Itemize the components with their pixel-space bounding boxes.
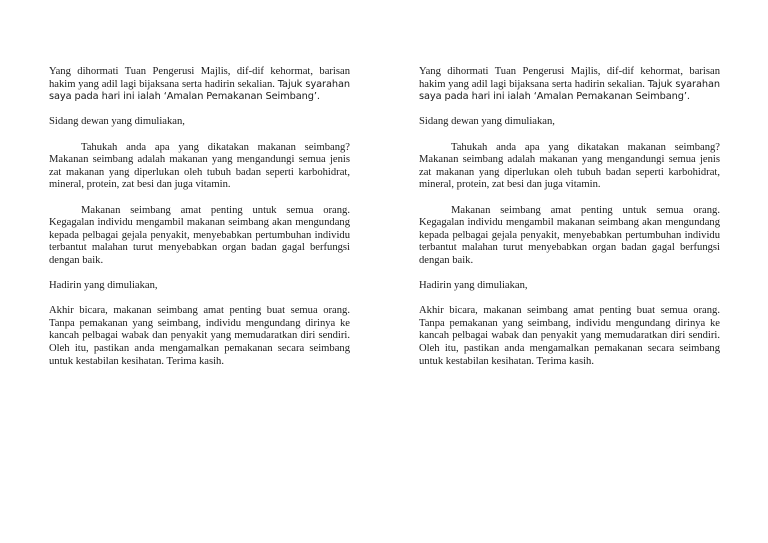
- speech-text: [49, 66, 350, 381]
- opening-salutation: Yang dihormati Tuan Pengerusi Majlis, dif-dif kehormat, barisan hakim yang adil lagi bijaksana serta hadirin sekalian.: [49, 66, 350, 90]
- paragraph-definition: Tahukah anda apa yang dikatakan makanan seimbang? Makanan seimbang adalah makanan yang mengandungi semua jenis zat makanan yang diperlukan oleh tubuh badan seperti karbohidrat, mineral, protein, zat besi dan juga vitamin.: [49, 141, 350, 191]
- speech-title-line: Tajuk syarahan saya pada hari ini ialah ‘Amalan Pemakanan Seimbang’.: [419, 78, 720, 103]
- greeting-sidang: Sidang dewan yang dimuliakan,: [49, 116, 185, 128]
- opening-salutation: Yang dihormati Tuan Pengerusi Majlis, dif-dif kehormat, barisan hakim yang adil lagi bijaksana serta hadirin sekalian.: [419, 66, 720, 90]
- greeting-hadirin: Hadirin yang dimuliakan,: [49, 280, 158, 292]
- greeting-sidang: Sidang dewan yang dimuliakan,: [419, 116, 555, 128]
- speech-text: [419, 66, 720, 381]
- paragraph-closing: Akhir bicara, makanan seimbang amat penting buat semua orang. Tanpa pemakanan yang seimbang, individu mengundang dirinya ke kancah pelbagai wabak dan penyakit yang memudaratkan diri sendiri. Oleh itu, pastikan anda mengamalkan pemakanan secara seimbang untuk kestabilan kesihatan. Terima kasih.: [49, 305, 350, 367]
- opening-paragraph: [419, 66, 720, 104]
- paragraph-closing: Akhir bicara, makanan seimbang amat penting buat semua orang. Tanpa pemakanan yang seimbang, individu mengundang dirinya ke kancah pelbagai wabak dan penyakit yang memudaratkan diri sendiri. Oleh itu, pastikan anda mengamalkan pemakanan secara seimbang untuk kestabilan kesihatan. Terima kasih.: [419, 305, 720, 367]
- greeting-hadirin: Hadirin yang dimuliakan,: [419, 280, 528, 292]
- paragraph-definition: Tahukah anda apa yang dikatakan makanan seimbang? Makanan seimbang adalah makanan yang mengandungi semua jenis zat makanan yang diperlukan oleh tubuh badan seperti karbohidrat, mineral, protein, zat besi dan juga vitamin.: [419, 141, 720, 191]
- opening-paragraph: [49, 66, 350, 104]
- paragraph-importance: Makanan seimbang amat penting untuk semua orang. Kegagalan individu mengambil makanan seimbang akan mengundang kepada pelbagai gejala penyakit, menyebabkan pertumbuhan individu terbantut malahan turut menyebabkan organ badan gagal berfungsi dengan baik.: [49, 204, 350, 266]
- page-right: [384, 0, 768, 543]
- paragraph-importance: Makanan seimbang amat penting untuk semua orang. Kegagalan individu mengambil makanan seimbang akan mengundang kepada pelbagai gejala penyakit, menyebabkan pertumbuhan individu terbantut malahan turut menyebabkan organ badan gagal berfungsi dengan baik.: [419, 204, 720, 266]
- speech-title-line: Tajuk syarahan saya pada hari ini ialah ‘Amalan Pemakanan Seimbang’.: [49, 78, 350, 103]
